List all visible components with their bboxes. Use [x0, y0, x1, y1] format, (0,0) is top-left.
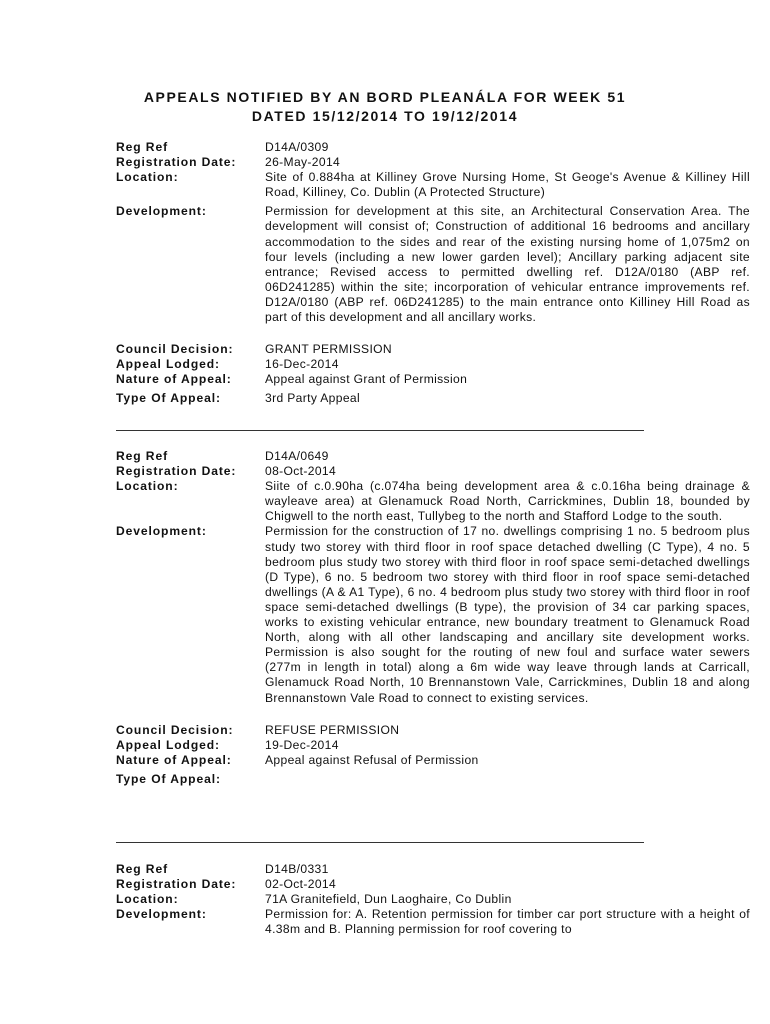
section-divider — [116, 430, 644, 431]
registration-date-row — [116, 464, 750, 479]
registration-date-value: 08-Oct-2014 — [265, 464, 337, 479]
council-decision-value: REFUSE PERMISSION — [265, 722, 400, 737]
reg-ref-label: Reg Ref — [116, 449, 168, 463]
nature-of-appeal-label: Nature of Appeal: — [116, 372, 232, 387]
reg-ref-value: D14B/0331 — [265, 862, 329, 876]
location-value: Site of 0.884ha at Killiney Grove Nursing Home, St Geoge's Avenue & Killiney Hill Road, Killiney, Co. Dublin (A Protected Structure) — [265, 170, 750, 200]
council-decision-label: Council Decision: — [116, 342, 234, 357]
section-divider — [116, 842, 644, 843]
council-decision-value: GRANT PERMISSION — [265, 342, 393, 357]
location-value: Siite of c.0.90ha (c.074ha being development area & c.0.16ha being drainage & wayleave area) at Glenamuck Road North, Carrickmines, Dublin 18, bounded by Chigwell to the north east, Tullybeg to the north and Stafford Lodge to the south. — [265, 479, 750, 524]
council-decision-row — [116, 342, 750, 357]
document-title: APPEALS NOTIFIED BY AN BORD PLEANÁLA FOR WEEK 51 — [143, 89, 627, 105]
registration-date-label: Registration Date: — [116, 464, 237, 479]
appeal-record — [116, 140, 750, 407]
type-of-appeal-value — [265, 772, 750, 787]
type-of-appeal-row — [116, 391, 750, 406]
appeal-record — [116, 862, 750, 937]
development-row — [116, 524, 750, 705]
development-label: Development: — [116, 204, 207, 219]
location-row — [116, 892, 750, 907]
development-row — [116, 907, 750, 937]
document-date-range: DATED 15/12/2014 TO 19/12/2014 — [251, 108, 519, 124]
reg-ref-row — [116, 140, 750, 155]
location-label: Location: — [116, 892, 179, 907]
nature-of-appeal-row — [116, 753, 750, 768]
reg-ref-value: D14A/0649 — [265, 449, 329, 463]
nature-of-appeal-value: Appeal against Refusal of Permission — [265, 752, 479, 767]
location-label: Location: — [116, 170, 179, 185]
appeal-record — [116, 449, 750, 787]
registration-date-label: Registration Date: — [116, 877, 237, 892]
location-row — [116, 479, 750, 524]
appeal-lodged-row — [116, 738, 750, 753]
location-label: Location: — [116, 479, 179, 494]
appeal-lodged-label: Appeal Lodged: — [116, 737, 220, 752]
type-of-appeal-label: Type Of Appeal: — [116, 771, 221, 786]
reg-ref-row — [116, 862, 750, 877]
nature-of-appeal-label: Nature of Appeal: — [116, 752, 232, 767]
registration-date-value: 02-Oct-2014 — [265, 877, 337, 892]
type-of-appeal-row — [116, 772, 750, 787]
development-value: Permission for: A. Retention permission for timber car port structure with a height of 4.38m and B. Planning permission for roof covering to — [265, 907, 750, 937]
development-label: Development: — [116, 907, 207, 922]
nature-of-appeal-row — [116, 372, 750, 387]
type-of-appeal-label: Type Of Appeal: — [116, 391, 221, 406]
registration-date-row — [116, 877, 750, 892]
development-row — [116, 204, 750, 325]
development-label: Development: — [116, 524, 207, 539]
location-value: 71A Granitefield, Dun Laoghaire, Co Dublin — [265, 892, 512, 907]
reg-ref-value: D14A/0309 — [265, 140, 329, 154]
type-of-appeal-value: 3rd Party Appeal — [265, 391, 361, 406]
appeal-lodged-value: 19-Dec-2014 — [265, 737, 339, 752]
reg-ref-label: Reg Ref — [116, 862, 168, 876]
development-value: Permission for development at this site, an Architectural Conservation Area. The development will consist of; Construction of additional 16 bedrooms and ancillary accommodation to the sides and rear of the existing nursing home of 1,075m2 on four levels (including a new lower garden level); Ancillary parking adjacent site entrance; Revised access to permitted dwelling ref. D12A/0180 (ABP ref. 06D241285) within the site; incorporation of vehicular entrance improvements ref. D12A/0180 (ABP ref. 06D241285) to the main entrance onto Killiney Hill Road as part of this development and all ancillary works. — [265, 204, 750, 325]
registration-date-label: Registration Date: — [116, 155, 237, 170]
council-decision-row — [116, 723, 750, 738]
reg-ref-label: Reg Ref — [116, 140, 168, 154]
appeal-lodged-row — [116, 357, 750, 372]
reg-ref-row — [116, 449, 750, 464]
council-decision-label: Council Decision: — [116, 722, 234, 737]
registration-date-row — [116, 155, 750, 170]
appeal-lodged-value: 16-Dec-2014 — [265, 357, 339, 372]
location-row — [116, 170, 750, 200]
development-value: Permission for the construction of 17 no. dwellings comprising 1 no. 5 bedroom plus study two storey with third floor in roof space detached dwelling (C Type), 4 no. 5 bedroom plus study two storey with third floor in roof space semi-detached dwellings (D Type), 6 no. 5 bedroom two storey with third floor in roof space semi-detached dwellings (A & A1 Type), 6 no. 4 bedroom plus study two storey with third floor in roof space semi-detached dwellings (B type), the provision of 34 car parking spaces, works to existing vehicular entrance, new boundary treatment to Glenamuck Road North, along with all other landscaping and ancillary site development works. Permission is also sought for the routing of new foul and surface water sewers (277m in length in total) along a 6m wide way leave through lands at Carricall, Glenamuck Road North, 10 Brennanstown Vale, Carrickmines, Dublin 18 and along Brennanstown Vale Road to connect to existing services. — [265, 524, 750, 705]
appeal-lodged-label: Appeal Lodged: — [116, 357, 220, 372]
nature-of-appeal-value: Appeal against Grant of Permission — [265, 372, 468, 387]
registration-date-value: 26-May-2014 — [265, 155, 341, 170]
